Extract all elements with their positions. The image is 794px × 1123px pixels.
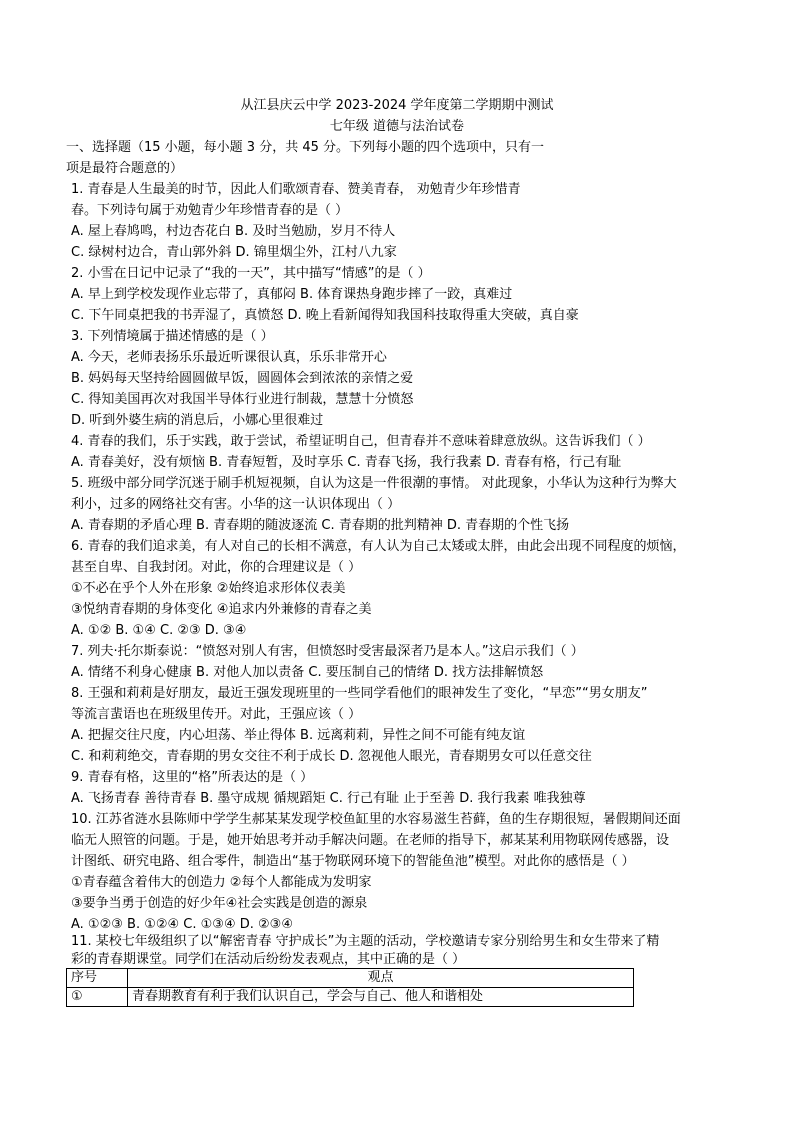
q9-options: A. 飞扬青春 善待青春 B. 墨守成规 循规蹈矩 C. 行己有耻 止于至善 D. 我行我素 唯我独尊	[71, 791, 586, 806]
section-heading-cont: 项是最符合题意的）	[66, 161, 184, 176]
q11-stem-cont: 彩的青春期课堂。同学们在活动后纷纷发表观点，其中正确的是（ ）	[71, 952, 466, 967]
q11-stem: 11. 某校七年级组织了以“解密青春 守护成长”为主题的活动，学校邀请专家分别给男生和女生带来了精	[71, 934, 660, 949]
q6-stem-cont: 甚至自卑、自我封闭。对此，你的合理建议是（ ）	[71, 560, 362, 575]
table-cell-viewpoint: 青春期教育有利于我们认识自己，学会与自己、他人和谐相处	[128, 988, 634, 1007]
q2-options-ab: A. 早上到学校发现作业忘带了，真郁闷 B. 体育课热身跑步摔了一跤，真难过	[71, 287, 513, 302]
q4-options: A. 青春美好，没有烦恼 B. 青春短暂，及时享乐 C. 青春飞扬，我行我素 D. 青春有格，行己有耻	[71, 455, 622, 470]
q1-options-cd: C. 绿树村边合，青山郭外斜 D. 锦里烟尘外，江村八九家	[71, 245, 397, 260]
table-cell-number: ①	[67, 988, 128, 1007]
q7-stem: 7. 列夫·托尔斯泰说：“愤怒对别人有害，但愤怒时受害最深者乃是本人。”这启示我们（ ）	[71, 644, 584, 659]
q8-stem: 8. 王强和莉莉是好朋友，最近王强发现班里的一些同学看他们的眼神发生了变化，“早恋”“男女朋友”	[71, 686, 648, 701]
q8-stem-cont: 等流言蜚语也在班级里传开。对此，王强应该（ ）	[71, 707, 362, 722]
q3-option-d: D. 听到外婆生病的消息后，小娜心里很难过	[71, 413, 324, 428]
q6-items-34: ③悦纳青春期的身体变化 ④追求内外兼修的青春之美	[71, 602, 372, 617]
q11-viewpoints-table	[66, 968, 634, 1007]
q10-stem: 10. 江苏省涟水县陈师中学学生郝某某发现学校鱼缸里的水容易滋生苔藓，鱼的生存期很短，暑假期间还面	[71, 812, 681, 827]
q1-stem: 1. 青春是人生最美的时节，因此人们歌颂青春、赞美青春， 劝勉青少年珍惜青	[71, 182, 521, 197]
q2-stem: 2. 小雪在日记中记录了“我的一天”，其中描写“情感”的是（ ）	[71, 266, 431, 281]
q6-options: A. ①② B. ①④ C. ②③ D. ③④	[71, 623, 247, 638]
q1-stem-cont: 春。下列诗句属于劝勉青少年珍惜青春的是（ ）	[71, 203, 349, 218]
table-header-row	[67, 969, 634, 988]
table-row	[67, 988, 634, 1007]
exam-subtitle: 七年级 道德与法治试卷	[329, 119, 465, 134]
table-header-viewpoint: 观点	[128, 969, 634, 988]
q4-stem: 4. 青春的我们，乐于实践，敢于尝试，希望证明自己，但青春并不意味着肆意放纵。这告诉我们（ ）	[71, 434, 651, 449]
q10-stem-cont2: 计图纸、研究电路、组合零件，制造出“基于物联网环境下的智能鱼池”模型。对此你的感悟是（ ）	[71, 854, 635, 869]
q6-items-12: ①不必在乎个人外在形象 ②始终追求形体仪表美	[71, 581, 346, 596]
q5-stem: 5. 班级中部分同学沉迷于刷手机短视频，自认为这是一件很潮的事情。 对此现象，小华认为这种行为弊大	[71, 476, 677, 491]
q10-options: A. ①②③ B. ①②④ C. ①③④ D. ②③④	[71, 917, 293, 932]
section-heading: 一、选择题（15 小题，每小题 3 分，共 45 分。下列每小题的四个选项中，只有一	[66, 140, 545, 155]
q9-stem: 9. 青春有格，这里的“格”所表达的是（ ）	[71, 770, 314, 785]
q5-stem-cont: 利小，过多的网络社交有害。小华的这一认识体现出（ ）	[71, 497, 401, 512]
q3-option-c: C. 得知美国再次对我国半导体行业进行制裁，慧慧十分愤怒	[71, 392, 414, 407]
q3-option-a: A. 今天，老师表扬乐乐最近听课很认真，乐乐非常开心	[71, 350, 387, 365]
q8-options-cd: C. 和莉莉绝交，青春期的男女交往不利于成长 D. 忽视他人眼光，青春期男女可以任意交往	[71, 749, 592, 764]
q6-stem: 6. 青春的我们追求美，有人对自己的长相不满意，有人认为自己太矮或太胖，由此会出现不同程度的烦恼，	[71, 539, 686, 554]
q2-options-cd: C. 下午同桌把我的书弄湿了，真愤怒 D. 晚上看新闻得知我国科技取得重大突破，真自豪	[71, 308, 579, 323]
exam-title: 从江县庆云中学 2023-2024 学年度第二学期期中测试	[240, 98, 554, 113]
q3-option-b: B. 妈妈每天坚持给圆圆做早饭，圆圆体会到浓浓的亲情之爱	[71, 371, 414, 386]
q1-options-ab: A. 屋上春鸠鸣，村边杏花白 B. 及时当勉励，岁月不待人	[71, 224, 396, 239]
q10-items-34: ③要争当勇于创造的好少年④社会实践是创造的源泉	[71, 896, 368, 911]
q10-items-12: ①青春蕴含着伟大的创造力 ②每个人都能成为发明家	[71, 875, 372, 890]
q8-options-ab: A. 把握交往尺度，内心坦荡、举止得体 B. 远离莉莉，异性之间不可能有纯友谊	[71, 728, 526, 743]
q10-stem-cont1: 临无人照管的问题。于是，她开始思考并动手解决问题。在老师的指导下，郝某某利用物联网传感器，设	[71, 833, 670, 848]
q5-options: A. 青春期的矛盾心理 B. 青春期的随波逐流 C. 青春期的批判精神 D. 青春期的个性飞扬	[71, 518, 570, 533]
q7-options: A. 情绪不利身心健康 B. 对他人加以责备 C. 要压制自己的情绪 D. 找方法排解愤怒	[71, 665, 544, 680]
q3-stem: 3. 下列情境属于描述情感的是（ ）	[71, 329, 274, 344]
table-header-number: 序号	[67, 969, 128, 988]
